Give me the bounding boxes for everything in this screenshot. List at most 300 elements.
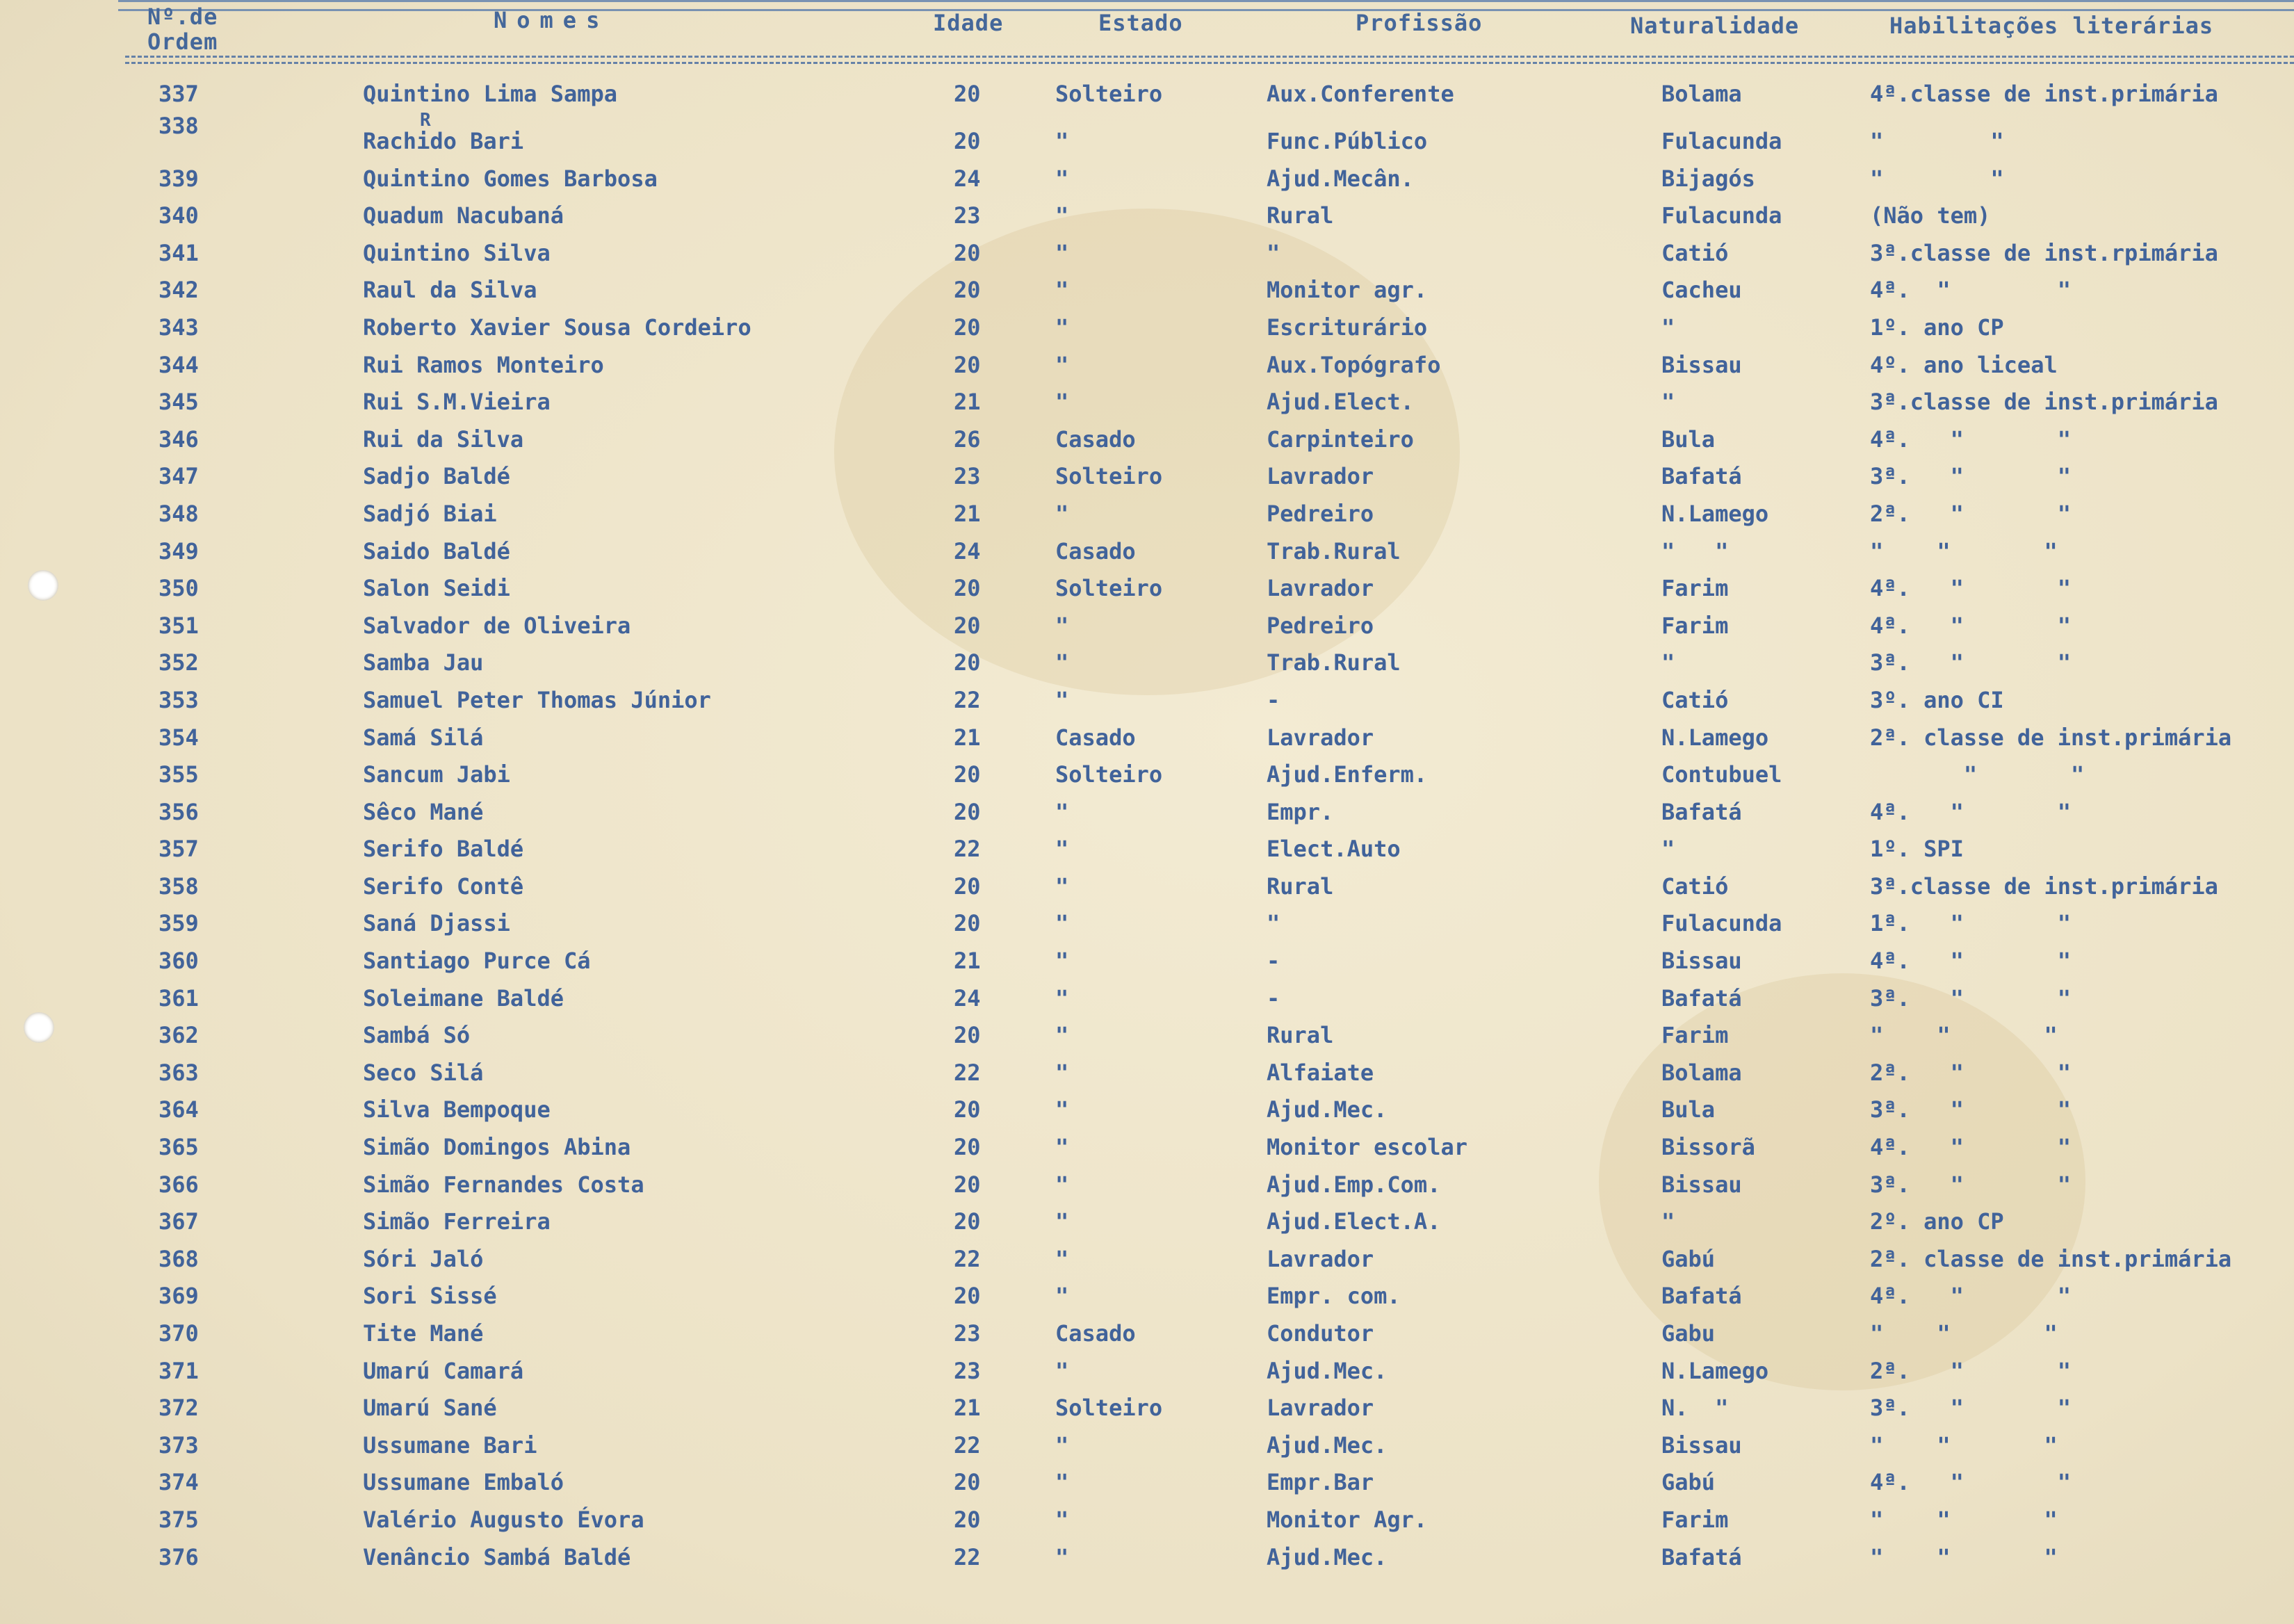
row-name: Sancum Jabi	[363, 761, 510, 788]
row-marital-status: "	[1055, 836, 1069, 863]
row-age: 22	[954, 836, 981, 863]
row-profession: Empr.	[1267, 798, 1334, 825]
row-name: Santiago Purce Cá	[363, 948, 591, 975]
row-age: 24	[954, 165, 981, 192]
row-name: Saido Baldé	[363, 537, 510, 565]
row-order-number: 370	[158, 1320, 199, 1347]
row-profession: Empr.Bar	[1267, 1469, 1374, 1496]
row-order-number: 363	[158, 1059, 199, 1086]
table-row	[0, 830, 2294, 868]
row-name: Ussumane Bari	[363, 1431, 537, 1459]
row-education: 3ª. " "	[1870, 649, 2071, 676]
row-birthplace: Gabu	[1661, 1320, 1716, 1347]
row-education: 3ª.classe de inst.primária	[1870, 872, 2218, 900]
table-row	[0, 1240, 2294, 1278]
row-name: Venâncio Sambá Baldé	[363, 1543, 631, 1570]
row-education: 3º. ano CI	[1870, 686, 2004, 713]
row-name: Quintino Silva	[363, 239, 551, 266]
header-double-rule	[125, 56, 2294, 64]
row-age: 20	[954, 798, 981, 825]
row-marital-status: "	[1055, 202, 1069, 229]
row-order-number: 355	[158, 761, 199, 788]
row-name: Rui S.M.Vieira	[363, 389, 551, 416]
row-education: 1º. SPI	[1870, 836, 1964, 863]
row-profession: Func.Público	[1267, 127, 1428, 154]
row-age: 21	[954, 724, 981, 751]
row-birthplace: Gabú	[1661, 1469, 1716, 1496]
row-profession: Ajud.Mec.	[1267, 1096, 1388, 1123]
row-name: Sori Sissé	[363, 1283, 497, 1310]
table-row	[0, 1315, 2294, 1352]
table-row	[0, 681, 2294, 719]
row-profession: Lavrador	[1267, 1395, 1374, 1422]
header-order-number-line1: Nº.de	[147, 3, 218, 30]
row-profession: Pedreiro	[1267, 500, 1374, 527]
row-marital-status: "	[1055, 910, 1069, 937]
row-name: Umarú Camará	[363, 1357, 524, 1384]
row-order-number: 366	[158, 1171, 199, 1198]
row-marital-status: Solteiro	[1055, 463, 1163, 490]
row-education: " " "	[1870, 537, 2058, 565]
table-row	[0, 346, 2294, 384]
row-education: 4ª. " "	[1870, 575, 2071, 602]
row-age: 23	[954, 463, 981, 490]
row-order-number: 354	[158, 724, 199, 751]
row-marital-status: "	[1055, 165, 1069, 192]
row-profession: "	[1267, 910, 1280, 937]
row-birthplace: N.Lamego	[1661, 724, 1769, 751]
table-row	[0, 868, 2294, 905]
row-name: Seco Silá	[363, 1059, 484, 1086]
row-marital-status: Casado	[1055, 724, 1136, 751]
table-row	[0, 1277, 2294, 1315]
row-age: 21	[954, 500, 981, 527]
table-row	[0, 1538, 2294, 1576]
row-profession: Lavrador	[1267, 724, 1374, 751]
row-profession: Trab.Rural	[1267, 649, 1401, 676]
row-birthplace: Bafatá	[1661, 463, 1742, 490]
row-profession: Ajud.Mec.	[1267, 1543, 1388, 1570]
row-name: Quadum Nacubaná	[363, 202, 564, 229]
row-age: 20	[954, 872, 981, 900]
row-age: 20	[954, 81, 981, 107]
table-row	[0, 234, 2294, 272]
table-row	[0, 1203, 2294, 1240]
table-row	[0, 1166, 2294, 1203]
row-marital-status: Casado	[1055, 1320, 1136, 1347]
row-age: 24	[954, 537, 981, 565]
table-row	[0, 309, 2294, 346]
row-profession: Empr. com.	[1267, 1283, 1401, 1310]
row-age: 20	[954, 314, 981, 341]
row-name: Umarú Sané	[363, 1395, 497, 1422]
row-profession: Escriturário	[1267, 314, 1428, 341]
table-row	[0, 1128, 2294, 1166]
table-row	[0, 1427, 2294, 1464]
row-age: 26	[954, 425, 981, 453]
row-profession: Aux.Conferente	[1267, 81, 1454, 107]
row-name: Silva Bempoque	[363, 1096, 551, 1123]
row-order-number: 362	[158, 1022, 199, 1049]
row-birthplace: "	[1661, 649, 1675, 676]
row-age: 21	[954, 948, 981, 975]
row-birthplace: Bafatá	[1661, 1543, 1742, 1570]
row-age: 20	[954, 1171, 981, 1198]
row-profession: Rural	[1267, 202, 1334, 229]
row-birthplace: Fulacunda	[1661, 202, 1782, 229]
table-row	[0, 160, 2294, 197]
row-marital-status: "	[1055, 314, 1069, 341]
row-birthplace: Catió	[1661, 239, 1729, 266]
row-name: Sadjo Baldé	[363, 463, 510, 490]
row-name: Salon Seidi	[363, 575, 510, 602]
row-profession: Rural	[1267, 1022, 1334, 1049]
row-order-number: 367	[158, 1208, 199, 1235]
row-marital-status: Solteiro	[1055, 761, 1163, 788]
row-profession: Ajud.Mec.	[1267, 1431, 1388, 1459]
row-order-number: 375	[158, 1506, 199, 1533]
row-name: Simão Ferreira	[363, 1208, 551, 1235]
row-marital-status: "	[1055, 1543, 1069, 1570]
row-order-number: 338	[158, 112, 199, 139]
row-order-number: 376	[158, 1543, 199, 1570]
table-row	[0, 1016, 2294, 1054]
row-marital-status: Solteiro	[1055, 81, 1163, 107]
row-profession: Lavrador	[1267, 575, 1374, 602]
row-profession: Monitor agr.	[1267, 277, 1428, 304]
row-birthplace: N.Lamego	[1661, 1357, 1769, 1384]
row-order-number: 372	[158, 1395, 199, 1422]
row-profession: Trab.Rural	[1267, 537, 1401, 565]
table-row	[0, 756, 2294, 793]
row-age: 21	[954, 389, 981, 416]
row-education: 4ª. " "	[1870, 277, 2071, 304]
row-age: 21	[954, 1395, 981, 1422]
row-birthplace: Bissau	[1661, 351, 1742, 378]
row-marital-status: Casado	[1055, 425, 1136, 453]
table-row	[0, 607, 2294, 644]
row-order-number: 365	[158, 1134, 199, 1161]
table-row	[0, 1501, 2294, 1538]
header-marital-status: Estado	[1098, 10, 1183, 36]
row-age: 20	[954, 127, 981, 154]
row-birthplace: Bolama	[1661, 81, 1742, 107]
row-order-number: 342	[158, 277, 199, 304]
table-row	[0, 904, 2294, 942]
row-marital-status: "	[1055, 127, 1069, 154]
header-names: Nomes	[494, 7, 610, 33]
row-age: 20	[954, 1134, 981, 1161]
row-education: 2ª. " "	[1870, 1357, 2071, 1384]
table-row	[0, 421, 2294, 458]
row-name: Simão Domingos Abina	[363, 1134, 631, 1161]
row-order-number: 356	[158, 798, 199, 825]
row-birthplace: N.Lamego	[1661, 500, 1769, 527]
table-row	[0, 1091, 2294, 1128]
table-row	[0, 719, 2294, 756]
row-age: 20	[954, 575, 981, 602]
table-row	[0, 980, 2294, 1017]
row-birthplace: Bissorã	[1661, 1134, 1755, 1161]
row-education: 3ª. " "	[1870, 984, 2071, 1012]
row-education: 2ª. classe de inst.primária	[1870, 1245, 2232, 1272]
row-marital-status: "	[1055, 1096, 1069, 1123]
row-profession: Monitor escolar	[1267, 1134, 1467, 1161]
row-birthplace: Bafatá	[1661, 1283, 1742, 1310]
row-age: 23	[954, 1320, 981, 1347]
row-profession: Rural	[1267, 872, 1334, 900]
row-marital-status: "	[1055, 277, 1069, 304]
table-row	[0, 383, 2294, 421]
row-name: Simão Fernandes Costa	[363, 1171, 644, 1198]
row-marital-status: "	[1055, 1469, 1069, 1496]
row-birthplace: "	[1661, 1208, 1675, 1235]
row-education: 4ª. " "	[1870, 798, 2071, 825]
row-age: 20	[954, 1096, 981, 1123]
row-profession: Ajud.Mecân.	[1267, 165, 1414, 192]
row-birthplace: "	[1661, 389, 1675, 416]
row-marital-status: "	[1055, 500, 1069, 527]
row-order-number: 373	[158, 1431, 199, 1459]
row-name: Ussumane Embaló	[363, 1469, 564, 1496]
table-row	[0, 644, 2294, 681]
row-marital-status: "	[1055, 1283, 1069, 1310]
row-education: 3ª. " "	[1870, 1395, 2071, 1422]
table-row	[0, 495, 2294, 533]
header-birthplace: Naturalidade	[1630, 13, 1800, 39]
row-education: 3ª.classe de inst.rpimária	[1870, 239, 2218, 266]
row-profession: Ajud.Enferm.	[1267, 761, 1428, 788]
row-marital-status: "	[1055, 1059, 1069, 1086]
row-education: " " "	[1870, 1431, 2058, 1459]
row-birthplace: "	[1661, 836, 1675, 863]
row-birthplace: Bafatá	[1661, 798, 1742, 825]
row-marital-status: "	[1055, 984, 1069, 1012]
row-marital-status: "	[1055, 1357, 1069, 1384]
row-profession: -	[1267, 686, 1280, 713]
row-age: 20	[954, 1022, 981, 1049]
row-education: 4ª. " "	[1870, 612, 2071, 639]
row-birthplace: Farim	[1661, 1022, 1729, 1049]
row-marital-status: "	[1055, 948, 1069, 975]
table-row	[0, 1463, 2294, 1501]
row-birthplace: Bissau	[1661, 1431, 1742, 1459]
row-age: 23	[954, 202, 981, 229]
row-profession: Lavrador	[1267, 463, 1374, 490]
row-name: Rachido Bari	[363, 127, 524, 154]
punch-hole	[24, 1012, 54, 1043]
row-education: 4º. ano liceal	[1870, 351, 2058, 378]
row-marital-status: Solteiro	[1055, 1395, 1163, 1422]
row-name: Samuel Peter Thomas Júnior	[363, 686, 711, 713]
row-marital-status: "	[1055, 686, 1069, 713]
row-education: 4ª.classe de inst.primária	[1870, 81, 2218, 107]
header-order-number	[147, 4, 218, 54]
table-row	[0, 197, 2294, 234]
row-marital-status: Casado	[1055, 537, 1136, 565]
row-name: Valério Augusto Évora	[363, 1506, 644, 1533]
table-row	[0, 75, 2294, 113]
row-name: Sadjó Biai	[363, 500, 497, 527]
row-marital-status: "	[1055, 872, 1069, 900]
row-order-number: 346	[158, 425, 199, 453]
table-row	[0, 569, 2294, 607]
row-profession: -	[1267, 984, 1280, 1012]
row-education: 3ª.classe de inst.primária	[1870, 389, 2218, 416]
row-age: 20	[954, 239, 981, 266]
row-profession: Carpinteiro	[1267, 425, 1414, 453]
row-order-number: 351	[158, 612, 199, 639]
row-age: 22	[954, 1431, 981, 1459]
row-order-number: 374	[158, 1469, 199, 1496]
row-education: " "	[1870, 761, 2085, 788]
row-education: " " "	[1870, 1543, 2058, 1570]
row-education: 2ª. " "	[1870, 500, 2071, 527]
row-age: 24	[954, 984, 981, 1012]
row-education: " " "	[1870, 1506, 2058, 1533]
row-birthplace: Contubuel	[1661, 761, 1782, 788]
row-birthplace: Bula	[1661, 425, 1716, 453]
row-name: Serifo Contê	[363, 872, 524, 900]
row-order-number: 368	[158, 1245, 199, 1272]
row-age: 20	[954, 612, 981, 639]
row-name: Tite Mané	[363, 1320, 484, 1347]
row-name: Roberto Xavier Sousa Cordeiro	[363, 314, 751, 341]
row-education: " " "	[1870, 1022, 2058, 1049]
row-marital-status: "	[1055, 351, 1069, 378]
punch-hole	[28, 570, 58, 601]
row-age: 22	[954, 686, 981, 713]
row-order-number: 361	[158, 984, 199, 1012]
row-education: 2º. ano CP	[1870, 1208, 2004, 1235]
row-marital-status: Solteiro	[1055, 575, 1163, 602]
row-order-number: 353	[158, 686, 199, 713]
row-education: 4ª. " "	[1870, 1283, 2071, 1310]
row-profession: "	[1267, 239, 1280, 266]
table-row	[0, 271, 2294, 309]
row-name: Samba Jau	[363, 649, 484, 676]
row-birthplace: Bafatá	[1661, 984, 1742, 1012]
row-education: 3ª. " "	[1870, 463, 2071, 490]
row-order-number: 352	[158, 649, 199, 676]
row-profession: Aux.Topógrafo	[1267, 351, 1441, 378]
row-education: 4ª. " "	[1870, 948, 2071, 975]
top-double-rule	[118, 0, 2294, 11]
row-name: Serifo Baldé	[363, 836, 524, 863]
row-order-number: 337	[158, 81, 199, 107]
table-row	[0, 793, 2294, 831]
row-profession: Ajud.Mec.	[1267, 1357, 1388, 1384]
row-order-number: 359	[158, 910, 199, 937]
row-age: 22	[954, 1059, 981, 1086]
row-name: Quintino Lima Sampa	[363, 81, 618, 107]
row-order-number: 371	[158, 1357, 199, 1384]
row-education: 4ª. " "	[1870, 1134, 2071, 1161]
row-birthplace: Bijagós	[1661, 165, 1755, 192]
row-profession: -	[1267, 948, 1280, 975]
row-birthplace: Fulacunda	[1661, 910, 1782, 937]
row-name: Sambá Só	[363, 1022, 471, 1049]
row-birthplace: Bissau	[1661, 1171, 1742, 1198]
row-education: 2ª. classe de inst.primária	[1870, 724, 2232, 751]
row-profession: Elect.Auto	[1267, 836, 1401, 863]
row-order-number: 357	[158, 836, 199, 863]
row-education: 4ª. " "	[1870, 1469, 2071, 1496]
row-education: " "	[1870, 165, 2004, 192]
row-name: Raul da Silva	[363, 277, 537, 304]
handwritten-correction-mark: R	[420, 109, 431, 131]
row-birthplace: Farim	[1661, 1506, 1729, 1533]
row-birthplace: Farim	[1661, 575, 1729, 602]
register-table	[0, 75, 2294, 1575]
row-birthplace: N. "	[1661, 1395, 1729, 1422]
row-marital-status: "	[1055, 1022, 1069, 1049]
row-name: Sêco Mané	[363, 798, 484, 825]
row-birthplace: Farim	[1661, 612, 1729, 639]
row-order-number: 350	[158, 575, 199, 602]
header-age: Idade	[933, 10, 1004, 36]
table-row	[0, 1352, 2294, 1390]
row-order-number: 347	[158, 463, 199, 490]
row-birthplace: Catió	[1661, 872, 1729, 900]
table-row	[0, 1054, 2294, 1091]
row-education: 4ª. " "	[1870, 425, 2071, 453]
row-age: 20	[954, 910, 981, 937]
row-order-number: 343	[158, 314, 199, 341]
row-name: Samá Silá	[363, 724, 484, 751]
row-birthplace: Bula	[1661, 1096, 1716, 1123]
row-marital-status: "	[1055, 1134, 1069, 1161]
row-age: 20	[954, 649, 981, 676]
row-order-number: 344	[158, 351, 199, 378]
row-order-number: 360	[158, 948, 199, 975]
row-order-number: 349	[158, 537, 199, 565]
row-order-number: 341	[158, 239, 199, 266]
row-marital-status: "	[1055, 1431, 1069, 1459]
row-age: 20	[954, 1283, 981, 1310]
row-order-number: 348	[158, 500, 199, 527]
row-birthplace: " "	[1661, 537, 1729, 565]
row-name: Soleimane Baldé	[363, 984, 564, 1012]
row-education: 2ª. " "	[1870, 1059, 2071, 1086]
row-marital-status: "	[1055, 239, 1069, 266]
row-profession: Ajud.Emp.Com.	[1267, 1171, 1441, 1198]
row-order-number: 339	[158, 165, 199, 192]
header-education: Habilitações literárias	[1889, 13, 2214, 39]
row-profession: Lavrador	[1267, 1245, 1374, 1272]
row-name: Rui Ramos Monteiro	[363, 351, 604, 378]
row-birthplace: Fulacunda	[1661, 127, 1782, 154]
table-row	[0, 457, 2294, 495]
row-education: (Não tem)	[1870, 202, 1991, 229]
row-name: Rui da Silva	[363, 425, 524, 453]
row-marital-status: "	[1055, 649, 1069, 676]
row-order-number: 364	[158, 1096, 199, 1123]
row-birthplace: Bissau	[1661, 948, 1742, 975]
row-name: Sóri Jaló	[363, 1245, 484, 1272]
row-age: 22	[954, 1245, 981, 1272]
row-profession: Condutor	[1267, 1320, 1374, 1347]
row-age: 20	[954, 1208, 981, 1235]
row-age: 20	[954, 351, 981, 378]
row-order-number: 340	[158, 202, 199, 229]
table-row	[0, 1389, 2294, 1427]
row-age: 20	[954, 1506, 981, 1533]
row-profession: Ajud.Elect.	[1267, 389, 1414, 416]
row-marital-status: "	[1055, 389, 1069, 416]
row-education: 1º. ano CP	[1870, 314, 2004, 341]
row-name: Salvador de Oliveira	[363, 612, 631, 639]
